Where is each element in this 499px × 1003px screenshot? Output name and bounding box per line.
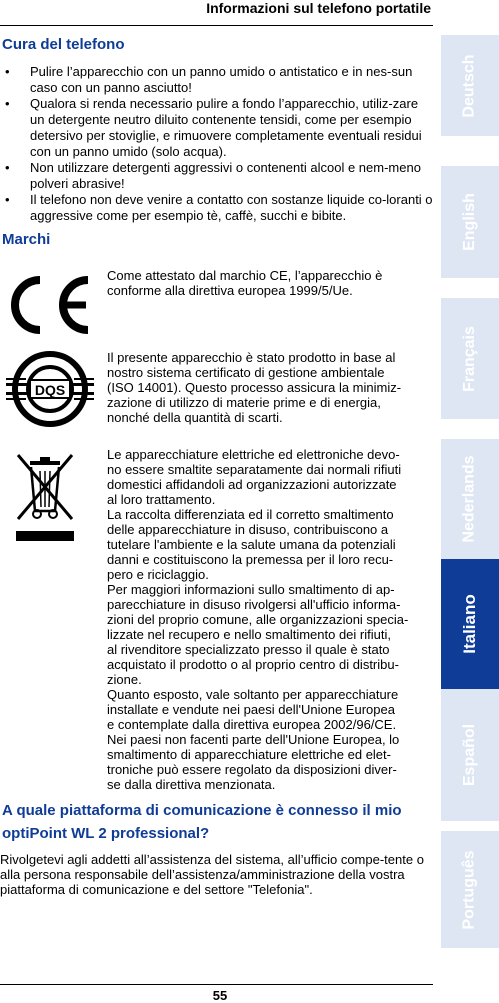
tab-francais[interactable] xyxy=(441,298,499,419)
header-rule xyxy=(0,25,433,26)
page-number: 55 xyxy=(212,988,228,1003)
weee-mark-text: Le apparecchiature elettriche ed elettroniche devo- no essere smaltite separatamente dai normali rifiuti domestici affidandoli ad organizzazioni autorizzate al loro trattamento. La raccolta differenziata ed il corretto smaltimento delle apparecchiature in disuso, contribuiscono a tutelare l'ambiente e la salute umana da potenziali danni e costituiscono la premessa per il loro recu- pero e riciclaggio. Per maggiori informazioni sullo smaltimento di ap- parecchiature in disuso rivolgersi all'ufficio informa- zioni del proprio comune, alle organizzazioni specia- lizzate nel recupero e nello smaltimento dei rifiuti, al rivenditore specializzato presso il quale è stato acquistato il prodotto o al proprio centro di distribu- zione. Quanto esposto, vale soltanto per apparecchiature installate e vendute nei paesi dell'Unione Europea e contemplate dalla direttiva europea 2002/96/CE. Nei paesi non facenti parte dell'Unione Europea, lo smaltimento di apparecchiature elettriche ed elet- troniche può essere regolato da disposizioni diver- se dalla direttiva menzionata. xyxy=(107,447,409,792)
list-item-text: Qualora si renda necessario pulire a fondo l’apparecchio, utiliz-zare un detergente neutro diluito contenente tensidi, come per esempio detersivo per stoviglie, e rimuovere completamente eventuali residui con un panno umido (solo acqua). xyxy=(30,96,422,159)
list-item-text: Pulire l’apparecchio con un panno umido o antistatico e in nes-sun caso con un panno asciutto! xyxy=(30,64,413,95)
dqs-logo-text: DQS xyxy=(34,382,66,398)
list-item: • Qualora si renda necessario pulire a fondo l’apparecchio, utiliz-zare un detergente neutro diluito contenente tensidi, come per esempio detersivo per stoviglie, e rimuovere completamente eventuali residui con un panno umido (solo acqua). xyxy=(5,96,422,159)
tab-deutsch[interactable] xyxy=(441,35,499,136)
list-item-text: Non utilizzare detergenti aggressivi o contenenti alcool e nem-meno polveri abrasive! xyxy=(30,160,421,191)
tab-italiano[interactable] xyxy=(441,559,499,689)
tab-portugues[interactable] xyxy=(441,831,499,948)
tab-label: Nederlands xyxy=(461,455,479,543)
list-item-text: Il telefono non deve venire a contatto con sostanze liquide co-loranti o aggressive come per esempio tè, caffè, succhi e bibite. xyxy=(30,192,433,223)
tab-label: Português xyxy=(461,849,478,930)
page-header-title: Informazioni sul telefono portatile xyxy=(206,0,431,16)
list-item: • Non utilizzare detergenti aggressivi o contenenti alcool e nem-meno polveri abrasive! xyxy=(5,160,421,191)
care-list xyxy=(0,64,433,224)
list-item: • Pulire l’apparecchio con un panno umido o antistatico e in nes-sun caso con un panno asciutto! xyxy=(5,64,413,95)
language-sidebar xyxy=(441,35,499,948)
tab-label: English xyxy=(461,193,478,251)
ce-mark-text: Come attestato dal marchio CE, l’apparecchio è conforme alla direttiva europea 1999/5/Ue. xyxy=(107,268,383,298)
tab-label: Français xyxy=(461,325,478,392)
marks-heading: Marchi xyxy=(2,231,51,248)
tab-label: Español xyxy=(461,723,479,787)
platform-text: Rivolgetevi agli addetti all’assistenza del sistema, all’ufficio compe-tente o alla persona responsabile dell’assistenza/amministrazione della vostra piattaforma di comunicazione e del settore "Telefonia". xyxy=(0,852,424,897)
platform-heading: A quale piattaforma di comunicazione è connesso il mio optiPoint WL 2 professional? xyxy=(2,802,402,842)
dqs-certification-logo xyxy=(0,350,100,428)
tab-label: Italiano xyxy=(460,594,480,654)
dqs-mark-text: Il presente apparecchio è stato prodotto in base al nostro sistema certificato di gestione ambientale (ISO 14001). Questo processo assicura la minimiz- zazione di utilizzo di materie prime e di energia, nonché della quantità di scarti. xyxy=(107,350,402,425)
tab-espanol[interactable] xyxy=(441,689,499,821)
ce-mark-icon xyxy=(0,268,96,340)
footer-rule xyxy=(0,984,433,985)
tab-english[interactable] xyxy=(441,166,499,278)
tab-nederlands[interactable] xyxy=(441,439,499,559)
weee-crossed-bin-icon xyxy=(12,447,78,543)
care-heading: Cura del telefono xyxy=(2,36,125,53)
list-item: • Il telefono non deve venire a contatto con sostanze liquide co-loranti o aggressive come per esempio tè, caffè, succhi e bibite. xyxy=(5,192,433,223)
tab-label: Deutsch xyxy=(461,53,478,118)
